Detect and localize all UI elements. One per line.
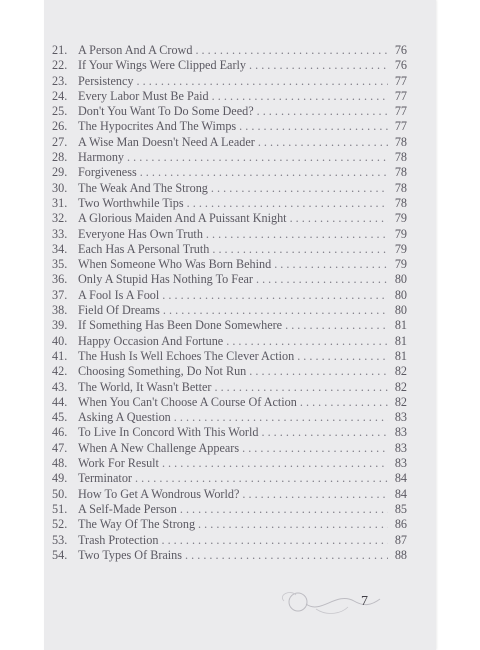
dot-leader <box>187 196 388 211</box>
flourish-ornament-icon <box>276 587 386 619</box>
entry-number: 49. <box>52 471 68 486</box>
entry-page-number: 81 <box>394 333 407 348</box>
entry-page-number: 80 <box>394 272 407 287</box>
entry-page-number: 78 <box>394 180 407 195</box>
entry-title: Harmony <box>78 150 125 165</box>
toc-entry <box>52 395 407 410</box>
dot-leader <box>206 227 388 242</box>
entry-title: Choosing Something, Do Not Run <box>78 364 247 379</box>
entry-number: 47. <box>52 440 68 455</box>
entry-page-number: 78 <box>394 150 407 165</box>
toc-entry <box>52 43 407 58</box>
toc-entry <box>52 502 407 517</box>
dot-leader <box>195 43 388 58</box>
entry-title: Terminator <box>78 471 132 486</box>
entry-title: Trash Protection <box>78 532 159 547</box>
toc-entry <box>52 135 407 150</box>
entry-page-number: 83 <box>394 456 407 471</box>
entry-page-number: 78 <box>394 134 407 149</box>
entry-number: 51. <box>52 501 68 516</box>
entry-page-number: 79 <box>394 211 407 226</box>
entry-title: A Fool Is A Fool <box>78 287 160 302</box>
entry-page-number: 80 <box>394 287 407 302</box>
entry-page-number: 77 <box>394 73 407 88</box>
toc-entry <box>52 211 407 226</box>
entry-page-number: 84 <box>394 486 407 501</box>
entry-number: 26. <box>52 119 68 134</box>
entry-page-number: 79 <box>394 241 407 256</box>
toc-entry <box>52 380 407 395</box>
toc-entry <box>52 257 407 272</box>
entry-page-number: 83 <box>394 410 407 425</box>
dot-leader <box>185 548 388 563</box>
toc-entry <box>52 181 407 196</box>
entry-number: 46. <box>52 425 68 440</box>
entry-title: To Live In Concord With This World <box>78 425 259 440</box>
dot-leader <box>249 364 388 379</box>
entry-number: 37. <box>52 287 68 302</box>
entry-title: Persistency <box>78 73 134 88</box>
entry-page-number: 76 <box>394 58 407 73</box>
entry-title: Every Labor Must Be Paid <box>78 88 209 103</box>
toc-entry <box>52 303 407 318</box>
toc-entry <box>52 441 407 456</box>
entry-title: How To Get A Wondrous World? <box>78 486 240 501</box>
toc-entry <box>52 196 407 211</box>
entry-number: 38. <box>52 303 68 318</box>
dot-leader <box>198 517 388 532</box>
dot-leader <box>211 181 388 196</box>
page-number: 7 <box>361 594 368 609</box>
entry-page-number: 84 <box>394 471 407 486</box>
toc-entry <box>52 364 407 379</box>
entry-title: Only A Stupid Has Nothing To Fear <box>78 272 253 287</box>
entry-number: 52. <box>52 517 68 532</box>
entry-page-number: 85 <box>394 501 407 516</box>
dot-leader <box>174 410 388 425</box>
entry-number: 44. <box>52 394 68 409</box>
dot-leader <box>239 119 388 134</box>
entry-title: When Someone Who Was Born Behind <box>78 257 272 272</box>
dot-leader <box>214 380 388 395</box>
entry-number: 42. <box>52 364 68 379</box>
entry-number: 25. <box>52 104 68 119</box>
toc-entry <box>52 288 407 303</box>
entry-page-number: 81 <box>394 348 407 363</box>
entry-title: A Wise Man Doesn't Need A Leader <box>78 134 255 149</box>
dot-leader <box>137 74 388 89</box>
entry-title: When A New Challenge Appears <box>78 440 240 455</box>
entry-number: 28. <box>52 150 68 165</box>
toc-entry <box>52 150 407 165</box>
entry-page-number: 80 <box>394 303 407 318</box>
entry-number: 24. <box>52 88 68 103</box>
dot-leader <box>127 150 388 165</box>
dot-leader <box>242 441 388 456</box>
dot-leader <box>163 303 388 318</box>
dot-leader <box>290 211 388 226</box>
entry-page-number: 77 <box>394 88 407 103</box>
toc-entry <box>52 272 407 287</box>
toc-entry <box>52 425 407 440</box>
entry-title: When You Can't Choose A Course Of Action <box>78 394 297 409</box>
dot-leader <box>162 456 388 471</box>
dot-leader <box>226 334 388 349</box>
entry-title: The World, It Wasn't Better <box>78 379 212 394</box>
entry-page-number: 82 <box>394 379 407 394</box>
entry-title: The Hypocrites And The Wimps <box>78 119 237 134</box>
entry-number: 53. <box>52 532 68 547</box>
entry-title: A Person And A Crowd <box>78 43 193 57</box>
dot-leader <box>261 425 388 440</box>
dot-leader <box>242 487 388 502</box>
entry-number: 39. <box>52 318 68 333</box>
entry-title: Two Types Of Brains <box>78 547 183 562</box>
toc-entry <box>52 517 407 532</box>
dot-leader <box>285 318 388 333</box>
entry-number: 21. <box>52 43 68 57</box>
entry-number: 54. <box>52 547 68 562</box>
entry-page-number: 87 <box>394 532 407 547</box>
entry-number: 50. <box>52 486 68 501</box>
entry-page-number: 77 <box>394 104 407 119</box>
entry-number: 31. <box>52 195 68 210</box>
toc-entry <box>52 471 407 486</box>
toc-entry <box>52 487 407 502</box>
entry-page-number: 76 <box>394 43 407 57</box>
entry-title: A Self-Made Person <box>78 501 177 516</box>
entry-title: The Hush Is Well Echoes The Clever Action <box>78 348 295 363</box>
entry-title: Work For Result <box>78 456 159 471</box>
entry-page-number: 82 <box>394 364 407 379</box>
dot-leader <box>162 288 388 303</box>
entry-title: Everyone Has Own Truth <box>78 226 203 241</box>
dot-leader <box>161 533 388 548</box>
toc-entry <box>52 410 407 425</box>
entry-page-number: 77 <box>394 119 407 134</box>
entry-page-number: 81 <box>394 318 407 333</box>
entry-number: 48. <box>52 456 68 471</box>
entry-title: Field Of Dreams <box>78 303 160 318</box>
entry-title: The Weak And The Strong <box>78 180 208 195</box>
toc-entry <box>52 74 407 89</box>
entry-title: If Your Wings Were Clipped Early <box>78 58 247 73</box>
dot-leader <box>300 395 388 410</box>
entry-number: 34. <box>52 241 68 256</box>
toc-entry <box>52 533 407 548</box>
toc-entry <box>52 349 407 364</box>
entry-number: 22. <box>52 58 68 73</box>
dot-leader <box>249 58 388 73</box>
dot-leader <box>212 242 388 257</box>
entry-title: Happy Occasion And Fortune <box>78 333 224 348</box>
entry-page-number: 78 <box>394 195 407 210</box>
entry-page-number: 82 <box>394 394 407 409</box>
entry-page-number: 86 <box>394 517 407 532</box>
entry-number: 43. <box>52 379 68 394</box>
entry-number: 23. <box>52 73 68 88</box>
toc-entry <box>52 318 407 333</box>
toc-entry <box>52 456 407 471</box>
entry-title: Two Worthwhile Tips <box>78 195 184 210</box>
entry-page-number: 83 <box>394 425 407 440</box>
entry-number: 33. <box>52 226 68 241</box>
entry-page-number: 79 <box>394 257 407 272</box>
entry-title: If Something Has Been Done Somewhere <box>78 318 283 333</box>
dot-leader <box>135 471 388 486</box>
toc-entry <box>52 119 407 134</box>
toc-entry <box>52 104 407 119</box>
dot-leader <box>297 349 388 364</box>
entry-number: 27. <box>52 134 68 149</box>
dot-leader <box>258 135 388 150</box>
entry-number: 41. <box>52 348 68 363</box>
dot-leader <box>256 272 388 287</box>
dot-leader <box>212 89 388 104</box>
dot-leader <box>274 257 388 272</box>
entry-number: 29. <box>52 165 68 180</box>
toc-entry <box>52 165 407 180</box>
entry-page-number: 88 <box>394 547 407 562</box>
dot-leader <box>180 502 388 517</box>
toc-entry <box>52 548 407 563</box>
entry-title: A Glorious Maiden And A Puissant Knight <box>78 211 287 226</box>
dot-leader <box>257 104 388 119</box>
table-of-contents <box>52 43 407 563</box>
dot-leader <box>140 165 388 180</box>
entry-number: 36. <box>52 272 68 287</box>
entry-title: Asking A Question <box>78 410 171 425</box>
entry-page-number: 83 <box>394 440 407 455</box>
entry-number: 40. <box>52 333 68 348</box>
entry-number: 45. <box>52 410 68 425</box>
entry-title: Don't You Want To Do Some Deed? <box>78 104 254 119</box>
entry-page-number: 78 <box>394 165 407 180</box>
toc-entry <box>52 334 407 349</box>
toc-entry <box>52 89 407 104</box>
toc-entry <box>52 58 407 73</box>
entry-title: Forgiveness <box>78 165 137 180</box>
toc-entry <box>52 227 407 242</box>
entry-title: Each Has A Personal Truth <box>78 241 210 256</box>
entry-number: 35. <box>52 257 68 272</box>
entry-number: 32. <box>52 211 68 226</box>
toc-entry <box>52 242 407 257</box>
entry-page-number: 79 <box>394 226 407 241</box>
book-page <box>44 0 436 650</box>
entry-title: The Way Of The Strong <box>78 517 196 532</box>
entry-number: 30. <box>52 180 68 195</box>
